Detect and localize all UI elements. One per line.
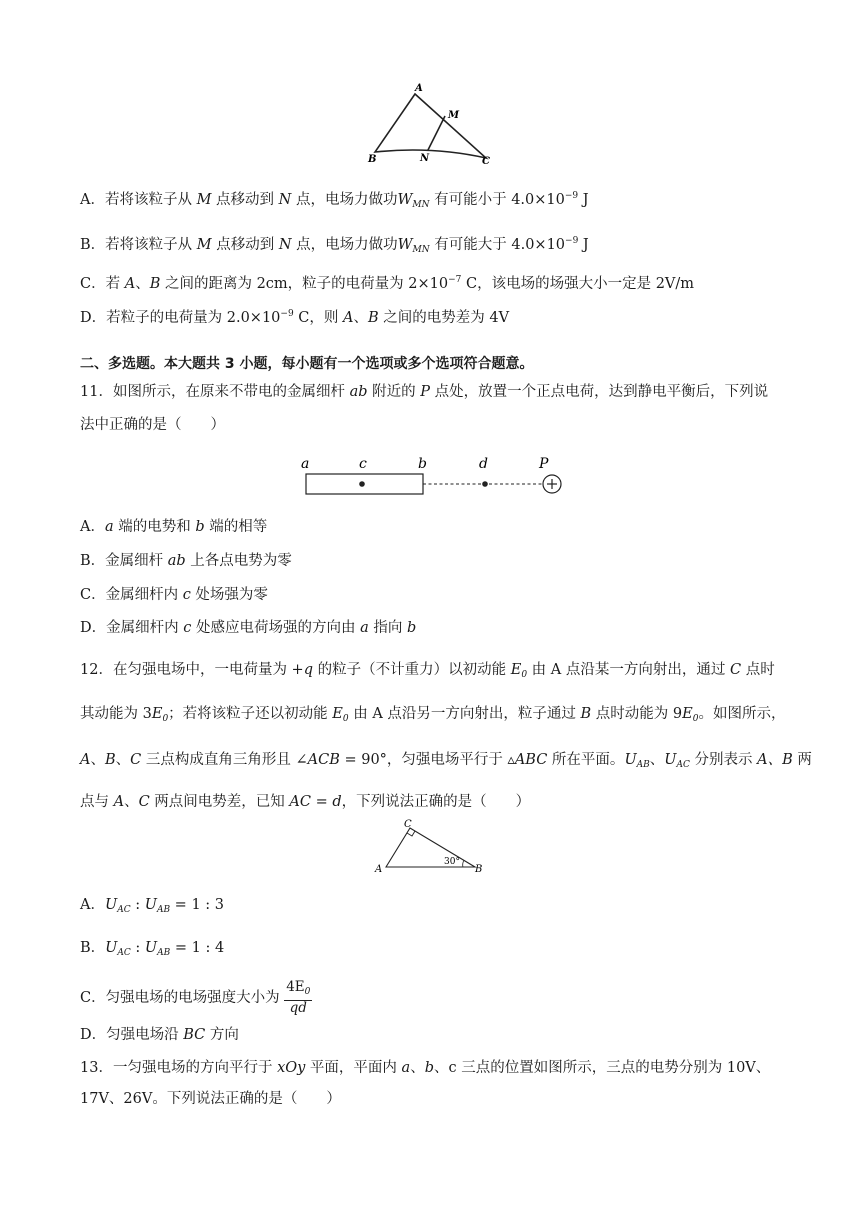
label-A: A bbox=[415, 83, 423, 94]
label-c: c bbox=[359, 456, 367, 472]
label-a: a bbox=[301, 456, 310, 472]
q11-option-d: D．金属细杆内 c 处感应电荷场强的方向由 a 指向 b bbox=[80, 620, 417, 636]
q11-option-a: A．a 端的电势和 b 端的相等 bbox=[80, 519, 268, 535]
section-heading-multi-choice: 二、多选题。本大题共 3 小题，每小题有一个选项或多个选项符合题意。 bbox=[80, 356, 534, 372]
q10-option-c: C．若 A、B 之间的距离为 2cm，粒子的电荷量为 $2\times 10^{-7}$ C，该电场的场强大小一定是 2V/m bbox=[80, 275, 695, 292]
q12-option-b: B．$U_{AC}$ : $U_{AB} = 1$ : 4 bbox=[80, 940, 225, 958]
q12-stem-line-1: 12．在匀强电场中，一电荷量为 +q 的粒子（不计重力）以初动能 $E_0$ 由 A 点沿某一方向射出，通过 C 点时 bbox=[80, 662, 775, 680]
label-d: d bbox=[479, 456, 488, 472]
q11-option-c: C．金属细杆内 c 处场强为零 bbox=[80, 587, 268, 603]
label-B: B bbox=[475, 864, 483, 875]
q10-option-d: D．若粒子的电荷量为 $2.0\times 10^{-9}$ C，则 A、B 之间的电势差为 4V bbox=[80, 309, 510, 326]
q11-option-b: B．金属细杆 ab 上各点电势为零 bbox=[80, 553, 292, 569]
q12-option-d: D．匀强电场沿 BC 方向 bbox=[80, 1027, 239, 1043]
q12-option-c: C．匀强电场的电场强度大小为 $\frac{4E_0}{qd}$ bbox=[80, 979, 311, 1016]
q12-option-a: A．$U_{AC}$ : $U_{AB} = 1$ : 3 bbox=[80, 897, 224, 915]
label-C: C bbox=[482, 156, 490, 167]
right-triangle-figure bbox=[372, 818, 492, 878]
q10-option-a: A．若将该粒子从 M 点移动到 N 点，电场力做功$W_{MN}$ 有可能小于 $4.0\times 10^{-9}$ J bbox=[80, 191, 589, 210]
q12-stem-line-2: 其动能为 $3E_0$；若将该粒子还以初动能 $E_0$ 由 A 点沿另一方向射出，粒子通过 B 点时动能为 $9E_0$。如图所示， bbox=[80, 706, 786, 724]
q12-stem-line-3: A、B、C 三点构成直角三角形且 ∠ACB = 90°，匀强电场平行于 ▵ABC 所在平面。$U_{AB}$、$U_{AC}$ 分别表示 A、B 两 bbox=[80, 752, 812, 770]
label-A: A bbox=[375, 864, 383, 875]
q11-stem-line-1: 11．如图所示，在原来不带电的金属细杆 ab 附近的 P 点处，放置一个正点电荷，达到静电平衡后，下列说 bbox=[80, 384, 769, 400]
q12-stem-line-4: 点与 A、C 两点间电势差，已知 AC = d，下列说法正确的是（ ） bbox=[80, 794, 531, 810]
label-N: N bbox=[420, 153, 430, 164]
q11-stem-line-2: 法中正确的是（ ） bbox=[80, 417, 225, 433]
label-B: B bbox=[368, 154, 377, 165]
label-b: b bbox=[418, 456, 427, 472]
rod-charge-figure bbox=[296, 450, 576, 510]
fraction-4E0-over-qd: $\frac{4E_0}{qd}$ bbox=[286, 979, 311, 1016]
label-C: C bbox=[404, 819, 412, 830]
q13-stem-line-1: 13．一匀强电场的方向平行于 xOy 平面，平面内 a、b、c 三点的位置如图所示，三点的电势分别为 10V、 bbox=[80, 1060, 771, 1076]
angle-label: 30° bbox=[444, 857, 460, 867]
triangle-figure-1 bbox=[362, 82, 502, 172]
q13-stem-line-2: 17V、26V。下列说法正确的是（ ） bbox=[80, 1091, 341, 1107]
label-P: P bbox=[539, 456, 549, 472]
label-M: M bbox=[448, 110, 460, 121]
q10-option-b: B．若将该粒子从 M 点移动到 N 点，电场力做功$W_{MN}$ 有可能大于 $4.0\times 10^{-9}$ J bbox=[80, 236, 589, 255]
